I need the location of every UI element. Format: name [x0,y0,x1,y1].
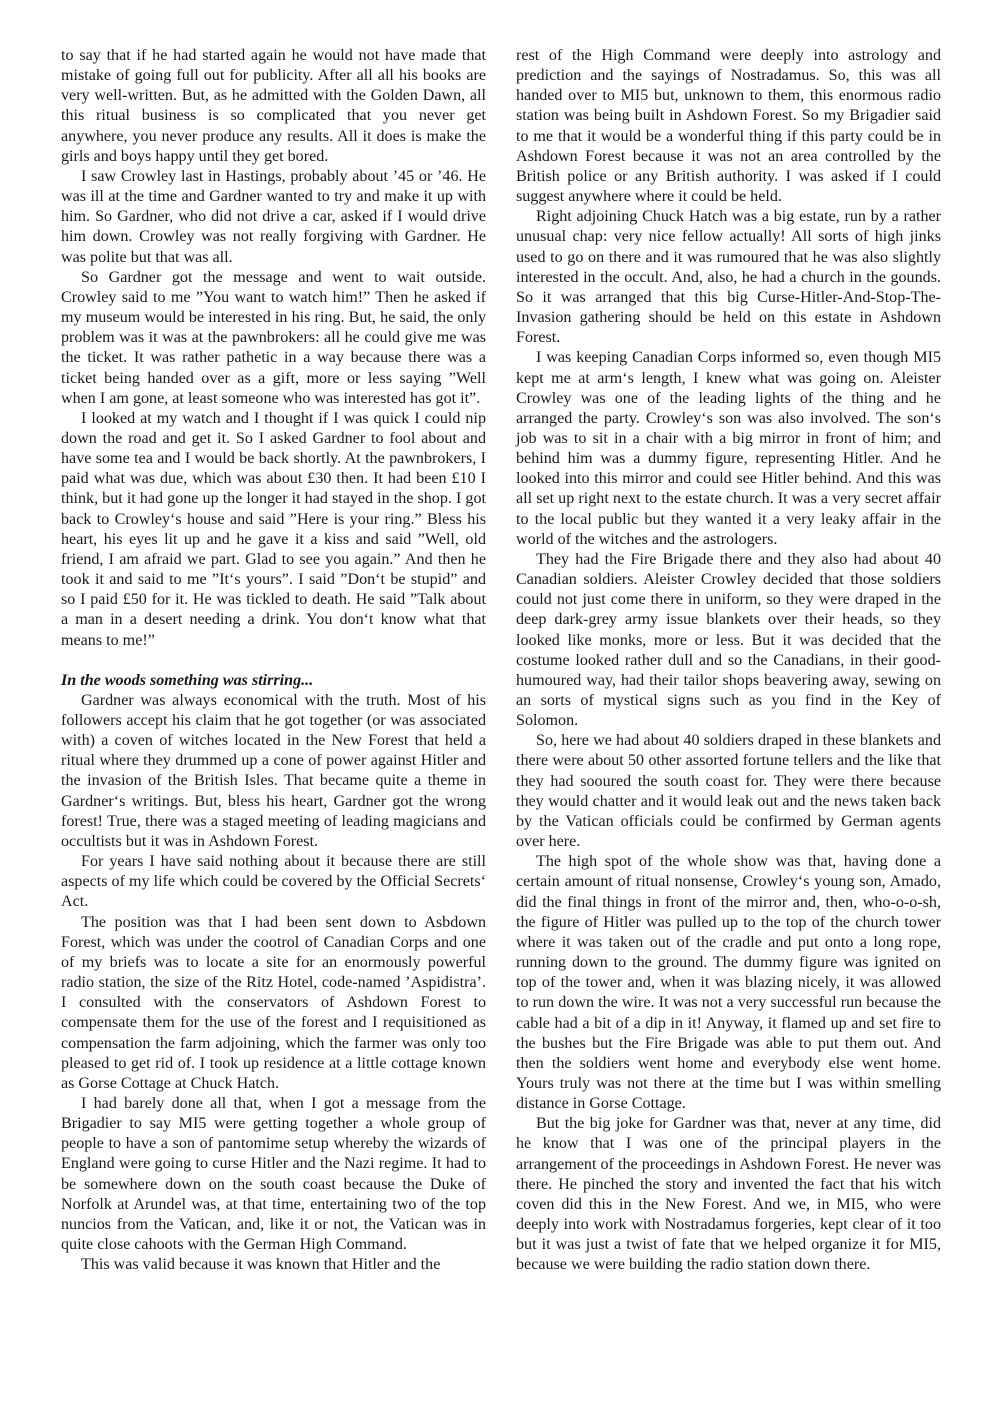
right-column [516,46,941,1276]
paragraph: I had barely done all that, when I got a message from the Brigadier to say MI5 were getting together a whole group of people to have a son of pantomime setup whereby the wizards of England were going to curse Hitler and the Nazi regime. It had to be somewhere down on the south coast because the Duke of Norfolk at Arundel was, at that time, entertaining two of the top nuncios from the Vatican, and, like it or not, the Vatican was in quite close cahoots with the German High Command. [61,1094,486,1254]
paragraph: So, here we had about 40 soldiers draped in these blankets and there were about 50 other assorted fortune tellers and the like that they had sooured the south coast for. They were there because they would chatter and it would leak out and the news taken back by the Vatican officials could be confirmed by German agents over here. [516,732,941,851]
paragraph: Gardner was always economical with the truth. Most of his followers accept his claim that he got together (or was associated with) a coven of witches located in the New Forest that held a ritual where they drummed up a cone of power against Hitler and the invasion of the British Isles. That became quite a theme in Gardner‘s writings. But, bless his heart, Gardner got the wrong forest! True, there was a staged meeting of leading magicians and occultists but it was in Ashdown Forest. [61,691,486,850]
paragraph: So Gardner got the message and went to wait outside. Crowley said to me ”You want to watch him!” Then he asked if my museum would be interested in his ring. But, he said, the only problem was it was at the pawnbrokers: all he could give me was the ticket. It was rather pathetic in a way because there was a ticket being handed over as a gift, more or less saying ”Well when I am gone, at least someone who was interested has got it”. [61,268,486,407]
paragraph: I looked at my watch and I thought if I was quick I could nip down the road and get it. So I asked Gardner to fool about and have some tea and I would be back shortly. At the pawnbrokers, I paid what was due, which was about £30 then. It had been £10 I think, but it had gone up the longer it had stayed in the shop. I got back to Crowley‘s house and said ”Here is your ring.” Bless his heart, his eyes lit up and he gave it a kiss and said ”Well, old friend, I am afraid we part. Glad to see you again.” And then he took it and said to me ”It‘s yours”. I said ”Don‘t be stupid” and so I paid £50 for it. He was tickled to death. He said ”Talk about a man in a desert needing a drink. You don‘t know what that means to me!” [61,409,486,649]
paragraph: The position was that I had been sent down to Asbdown Forest, which was under the cootrol of Canadian Corps and one of my briefs was to locate a site for an enormously powerful radio station, the size of the Ritz Hotel, code-named ’Aspidistra’. I consulted with the conservators of Ashdown Forest to compensate them for the use of the forest and I requisitioned as compensation the farm adjoining, which the farmer was only too pleased to get rid of. I took up residence at a little cottage known as Gorse Cottage at Chuck Hatch. [61,913,486,1092]
paragraph: I was keeping Canadian Corps informed so, even though MI5 kept me at arm‘s length, I knew what was going on. Aleister Crowley was one of the leading lights of the thing and he arranged the party. Crowley‘s son was also involved. The son‘s job was to sit in a chair with a big mirror in front of him; and behind him was a dummy figure, representing Hitler. And he looked into this mirror and could see Hitler behind. And this was all set up right next to the estate church. It was a very secret affair to the local public but they wanted it a very leaky affair in the world of the witches and the astrologers. [516,349,941,548]
paragraph: rest of the High Command were deeply into astrology and prediction and the sayings of Nostradamus. So, this was all handed over to MI5 but, unknown to them, this enormous radio station was being built in Ashdown Forest. So my Brigadier said to me that it would be a wonderful thing if this party could be in Ashdown Forest because it was not an area controlled by the British police or any British authority. I was asked if I could suggest anywhere where it could be held. [516,47,941,206]
paragraph: This was valid because it was known that Hitler and the [81,1256,441,1274]
section-heading: In the woods something was stirring... [61,671,314,689]
paragraph: I saw Crowley last in Hastings, probably about ’45 or ’46. He was ill at the time and Gardner wanted to try and make it up with him. So Gardner, who did not drive a car, asked if I would drive him down. Crowley was not really forgiving with Gardner. He was polite but that was all. [61,167,486,266]
paragraph: to say that if he had started again he would not have made that mistake of going full out for publicity. After all all his books are very well-written. But, as he admitted with the Golden Dawn, all this ritual business is so complicated that you never get anywhere, you never produce any results. All it does is make the girls and boys happy until they get bored. [61,47,486,165]
left-column [61,46,486,1275]
paragraph: For years I have said nothing about it because there are still aspects of my life which could be covered by the Official Secrets‘ Act. [61,853,486,911]
paragraph: But the big joke for Gardner was that, never at any time, did he know that I was one of the principal players in the arrangement of the proceedings in Ashdown Forest. He never was there. He pinched the story and invented the fact that his witch coven did this in the New Forest. And we, in MI5, who were deeply into work with Nostradamus forgeries, kept clear of it too but it was just a twist of fate that we helped organize it for MI5, because we were building the radio station down there. [516,1115,941,1274]
paragraph: They had the Fire Brigade there and they also had about 40 Canadian soldiers. Aleister Crowley decided that those soldiers could not just come there in uniform, so they were draped in the deep dark-grey army issue blankets over their heads, so they looked like monks, more or less. But it was decided that the costume looked rather dull and so the Canadians, in their good-humoured way, had their tailor shops beavering away, sewing on an sorts of mystical signs such as you find in the Key of Solomon. [516,550,941,730]
paragraph: The high spot of the whole show was that, having done a certain amount of ritual nonsense, Crowley‘s young son, Amado, did the final things in front of the mirror and, then, who-o-o-sh, the figure of Hitler was pulled up to the top of the church tower where it was taken out of the cradle and put onto a long rope, running down to the ground. The dummy figure was ignited on top of the tower and, when it was blazing nicely, it was allowed to run down the wire. It was not a very successful run because the cable had a bit of a dip in it! Anyway, it flamed up and set fire to the bushes but the Fire Brigade was able to put them out. And then the soldiers went home and everybody else went home. Yours truly was not there at the time but I was within smelling distance in Gorse Cottage. [516,853,941,1113]
paragraph: Right adjoining Chuck Hatch was a big estate, run by a rather unusual chap: very nice fellow actually! All sorts of high jinks used to go on there and it was rumoured that he was also slightly interested in the occult. And, also, he had a church in the gounds. So it was arranged that this big Curse-Hitler-And-Stop-The-Invasion gathering should be held on this estate in Ashdown Forest. [516,208,941,347]
